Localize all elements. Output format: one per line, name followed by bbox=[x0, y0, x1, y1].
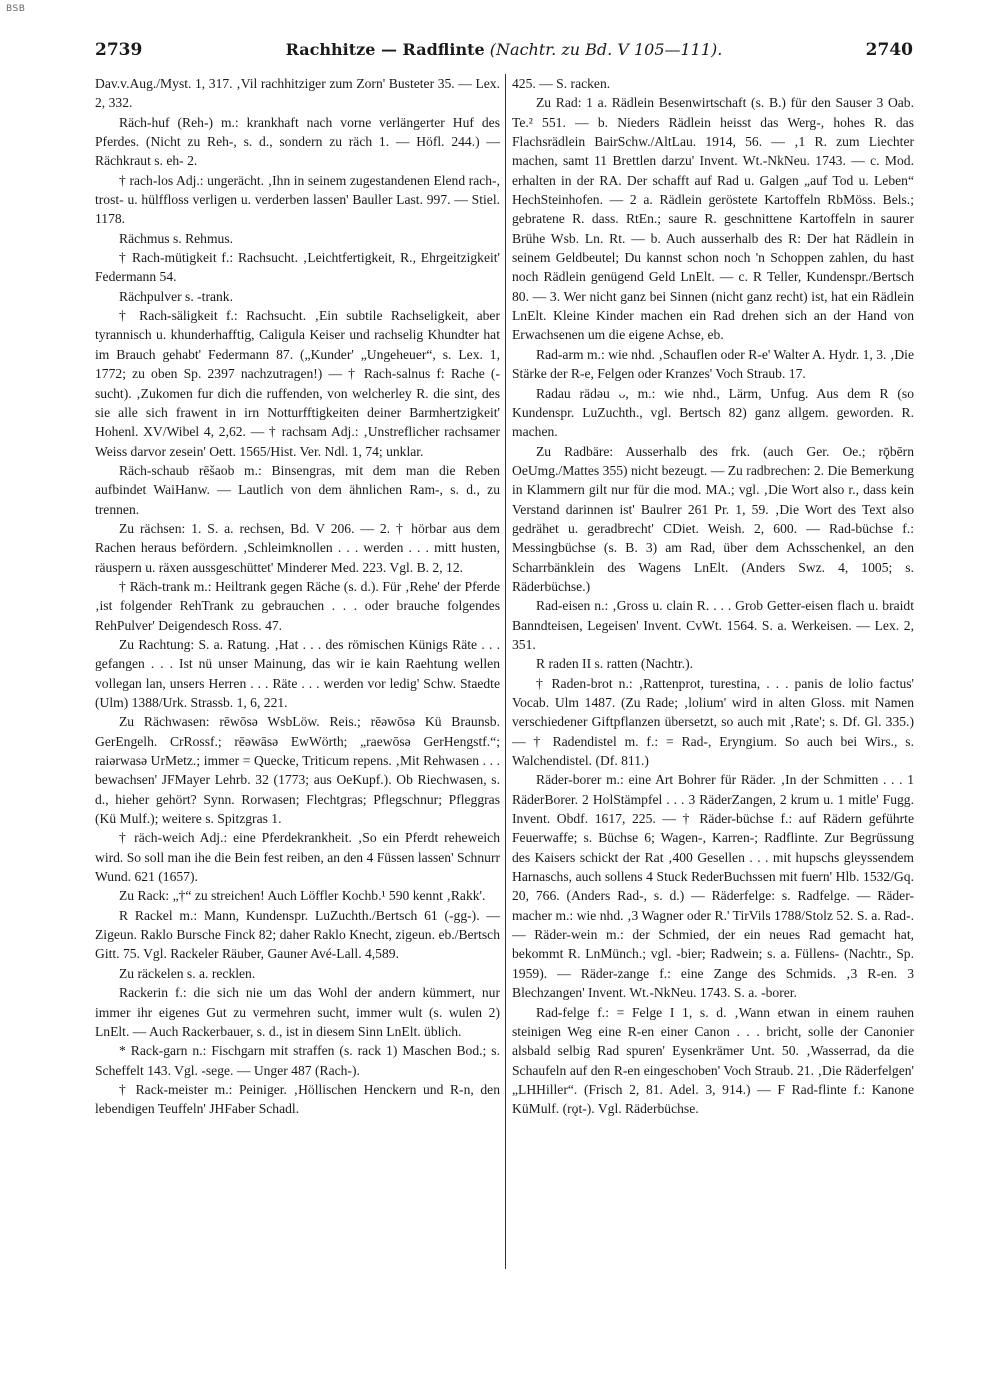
entry-paragraph: Zu Rachtung: S. a. Ratung. ‚Hat . . . des römischen Künigs Räte . . . gefangen . . . Ist nü unser Mainung, das wir ie kain Raehtung wellen vollegan lan, unsers Herren . . . Räte . . . werden vor ledig' Schw. Staedte (Ulm) 1388/Urk. Strassb. 1, 6, 221. bbox=[95, 636, 500, 710]
entry-paragraph: Räch-huf (Reh-) m.: krankhaft nach vorne verlängerter Huf des Pferdes. (Nicht zu Reh-, s. d., sondern zu räch 1. — Höfl. 244.) — Rächkraut s. eh- 2. bbox=[95, 114, 500, 169]
right-column bbox=[512, 74, 914, 1119]
entry-paragraph: Rad-felge f.: = Felge I 1, s. d. ‚Wann etwan in einem rauhen steinigen Weg eine R-en einer Canon . . . bricht, solle der Canonier alsbald selbig Rad spuren' Eysenkrämer Unt. 50. ‚Wasserrad, da die Schaufeln auf den R-en eingeschoben' Voch Straub. 21. ‚Die Räderfelgen' „LHHiller“. (Frisch 2, 81. Adel. 3, 914.) — F Rad-flinte f.: Kanone KüMulf. (rǫt-). Vgl. Räderbüchse. bbox=[512, 1004, 914, 1117]
running-title bbox=[95, 40, 913, 59]
entry-paragraph: Zu räckelen s. a. recklen. bbox=[119, 965, 256, 981]
entry-paragraph: Zu Rad: 1 a. Rädlein Besenwirtschaft (s. B.) für den Sauser 3 Oab. Te.² 551. — b. Nieders Rädlein heisst das Werg-, hohes R. das Flachsrädlein BairSchw./AltLau. 1914, 56. — ‚1 R. zum Liechter machen, samt 11 Brettlen darzu' Invent. Wt.-NkNeu. 1743. — c. Mod. erhalten in der RA. Der schafft auf Rad u. Galgen „auf Tod u. Leben“ HechSteinhofen. — 2 a. Rädlein geröstete Kartoffeln RbMöss. Bels.; gebratene R. dass. RtEn.; saure R. geschnittene Kartoffeln in saurer Brühe Wsb. Ln. Rt. — b. Auch ausserhalb des R: Der hat Rädlein in seinem Geldbeutel; Du kannst schon noch 'n Schoppen zahlen, du hast noch Rädlein genügend Geld LnElt. — c. R Teller, Kundenspr./Bertsch 80. — 3. Wer nicht ganz bei Sinnen (nicht ganz recht) ist, hat ein Rädlein LnElt. Kleine Kinder machen ein Rad drehen sich an der Hand von Erwachsenen um die eigene Achse, eb. bbox=[512, 95, 914, 343]
running-title-main: Rachhitze — Radflinte bbox=[285, 40, 485, 59]
entry-paragraph: R raden II s. ratten (Nachtr.). bbox=[536, 656, 694, 672]
entry-paragraph: Rächpulver s. -trank. bbox=[119, 288, 234, 304]
entry-paragraph: Räder-borer m.: eine Art Bohrer für Räder. ‚In der Schmitten . . . 1 RäderBorer. 2 HolStämpfel . . . 3 RäderZangen, 2 krum u. 1 mitle' Fugg. Invent. Obdf. 1617, 225. — † Räder-büchse f.: auf Rädern geführte Feuerwaffe; s. Büchse 6; Wagen-, Karren-; Radflinte. Zur Begrüssung des Kaisers schickt der Rat ‚400 Gesellen . . . mit hupschs gleyssendem Harnaschs, auch sollens 4 Stuck RederBuchssen mit fuern' Hlb. 1532/Gq. 20, 766. (Anders Rad-, s. d.) — Räderfelge: s. Radfelge. — Räder-macher m.: wie nhd. ‚3 Wagner oder R.' TirVils 1788/Stolz 52. S. a. Rad-. — Räder-wein m.: der Schmied, der ein neues Rad gemacht hat, bekommt R. LnMünch.; vgl. -bier; Radwein; s. a. Füllens- (Nachtr., Sp. 1959). — Räder-zange f.: eine Zange des Schmids. ‚3 R-en. 3 Blechzangen' Invent. Wt.-NkNeu. 1743. S. a. -borer. bbox=[512, 772, 914, 1001]
entry-paragraph: Zu Radbäre: Ausserhalb des frk. (auch Ger. Oe.; rǭbērn OeUmg./Mattes 355) nicht bezeugt. — Zu radbrechen: 2. Die Bemerkung in Klammern gilt nur für die mod. MA.; vgl. ‚Die Wort also r., dass kein Verstand darinnen ist' Baulrer 261 Pr. 1, 59. ‚Die Wort des Text also gedrähet u. geradbrecht' CDiet. Weish. 2, 600. — Rad-büchse f.: Messingbüchse (s. B. 3) am Rad, über dem Achsschenkel, an den Scharrbänklein des Wagens LnElt. (Anders Swz. 4, 1005; s. Räderbüchse.) bbox=[512, 443, 914, 594]
entry-paragraph: Zu Rächwasen: rēwōsə WsbLöw. Reis.; rēəwōsə Kü Braunsb. GerEngelh. CrRossf.; rēəwāsə EwWörth; „raewōsə GerHengstf.“; raiərwasə UrMetz.; immer = Quecke, Triticum repens. ‚Mit Rehwasen . . . bewachsen' JFMayer Lehrb. 32 (1773; aus OeKupf.). Ob Riechwasen, s. d., hieher gehört? Synn. Rorwasen; Flechtgras; Pflegschnur; Pfleggras (Kü Mulf.); weitere s. Spitzgras 1. bbox=[95, 714, 500, 827]
entry-paragraph: Zu rächsen: 1. S. a. rechsen, Bd. V 206. — 2. † hörbar aus dem Rachen heraus befördern. ‚Schleimknollen . . . werden . . . mitt husten, räuspern u. räxen aussgeschüttet' Minderer Med. 223. Vgl. B. 2, 12. bbox=[95, 520, 500, 575]
entry-paragraph: Rackerin f.: die sich nie um das Wohl der andern kümmert, nur immer ihr eigenes Gut zu vermehren sucht, immer wult (s. wulen 2) LnElt. — Auch Rackerbauer, s. d., ist in diesem Sinn LnElt. üblich. bbox=[95, 985, 500, 1039]
entry-paragraph: Rad-arm m.: wie nhd. ‚Schauflen oder R-e' Walter A. Hydr. 1, 3. ‚Die Stärke der R-e, Felgen oder Kranzes' Voch Straub. 17. bbox=[512, 346, 914, 382]
entry-paragraph: 425. — S. racken. bbox=[512, 76, 611, 91]
left-column bbox=[95, 74, 500, 1119]
entry-paragraph: † Raden-brot n.: ‚Rattenprot, turestina, . . . panis de lolio factus' Vocab. Ulm 1487. (Zu Rade; ‚lolium' wird in alten Gloss. mit Namen verschiedener Giftpflanzen übersetzt, so auch mit ‚Rate'; s. Df. Gl. 335.) — † Radendistel m. f.: = Rad-, Eryngium. So auch bei Wirs., s. Walchendistel. (Df. 811.) bbox=[512, 675, 914, 769]
entry-paragraph: † Räch-trank m.: Heiltrank gegen Räche (s. d.). Für ‚Rehe' der Pferde ‚ist folgender RehTrank zu gebrauchen . . . oder brauche folgendes RehPulver' Deigendesch Ross. 47. bbox=[95, 578, 500, 633]
entry-paragraph: R Rackel m.: Mann, Kundenspr. LuZuchth./Bertsch 61 (-gg-). — Zigeun. Raklo Bursche Finck 82; daher Raklo Knecht, zigeun. eb./Bertsch Gitt. 75. Vgl. Rackeler Räuber, Gauner Avé-Lall. 4,589. bbox=[95, 907, 500, 962]
entry-paragraph: † Rach-säligkeit f.: Rachsucht. ‚Ein subtile Rachseligkeit, aber tyrannisch u. khunderhafftig, Caligula Keiser und rachselig Khundter hat im Brauch gehabt' Federmann 87. („Kunder' „Ungeheuer“, s. Lex. 1, 1772; zu oben Sp. 2397 nachzutragen!) — † Rach-salnus f: Rache (-sucht). ‚Zukomen fur dich die ruffenden, von welcherley R. die sint, des sie alle sich frawent in irn Notturfftigkeiten deiner Barmhertzigkeit' Hohenl. XV/Wibel 4, 2,62. — † rachsam Adj.: ‚Unstreflicher rachsamer Weiss darvor zesein' Oett. 1565/Hist. Ver. Ndl. 1, 74; unklar. bbox=[95, 308, 500, 459]
entry-paragraph: † räch-weich Adj.: eine Pferdekrankheit. ‚So ein Pferdt reheweich wird. So soll man ihe die Bein fest reiben, an den 4 Füssen lassen' Schnurr Wund. 621 (1657). bbox=[95, 830, 500, 885]
running-title-sub: (Nachtr. zu Bd. V 105—111). bbox=[489, 40, 723, 59]
entry-paragraph: * Rack-garn n.: Fischgarn mit straffen (s. rack 1) Maschen Bod.; s. Scheffelt 143. Vgl. -sege. — Unger 487 (Rach-). bbox=[95, 1043, 500, 1078]
entry-paragraph: † Rach-mütigkeit f.: Rachsucht. ‚Leichtfertigkeit, R., Ehrgeitzigkeit' Federmann 54. bbox=[95, 250, 500, 285]
page-header bbox=[95, 40, 913, 64]
entry-paragraph: Radau rädəu ᴗ, m.: wie nhd., Lärm, Unfug. Aus dem R (so Kundenspr. LuZuchth., vgl. Bertsch 82) ganz allgem. geworden. R. machen. bbox=[512, 385, 914, 440]
entry-paragraph: † rach-los Adj.: ungerächt. ‚Ihn in seinem zugestandenen Elend rach-, trost- u. hülffloss verligen u. verderben lassen' Bauller Last. 997. — Stiel. 1178. bbox=[95, 172, 500, 227]
entry-paragraph: Dav.v.Aug./Myst. 1, 317. ‚Vil rachhitziger zum Zorn' Busteter 35. — Lex. 2, 332. bbox=[95, 76, 500, 111]
entry-paragraph: Rächmus s. Rehmus. bbox=[119, 230, 234, 246]
entry-paragraph: Zu Rack: „†“ zu streichen! Auch Löffler Kochb.¹ 590 kennt ‚Rakk'. bbox=[119, 888, 486, 904]
column-divider bbox=[505, 74, 506, 1269]
entry-paragraph: † Rack-meister m.: Peiniger. ‚Höllischen Henckern und R-n, den lebendigen Teuffeln' JHFaber Schadl. bbox=[95, 1081, 500, 1117]
entry-paragraph: Rad-eisen n.: ‚Gross u. clain R. . . . Grob Getter-eisen flach u. braidt Banndteisen, Legeisen' Invent. CvWt. 1564. S. a. Werkeisen. — Lex. 2, 351. bbox=[512, 598, 914, 652]
library-stamp: BSB bbox=[6, 4, 26, 14]
entry-paragraph: Räch-schaub rēšaob m.: Binsengras, mit dem man die Reben aufbindet WaiHanw. — Lautlich von dem ähnlichen Ram-, s. d., zu trennen. bbox=[95, 462, 500, 517]
right-page-number: 2740 bbox=[865, 40, 913, 60]
left-page-number: 2739 bbox=[95, 40, 143, 60]
